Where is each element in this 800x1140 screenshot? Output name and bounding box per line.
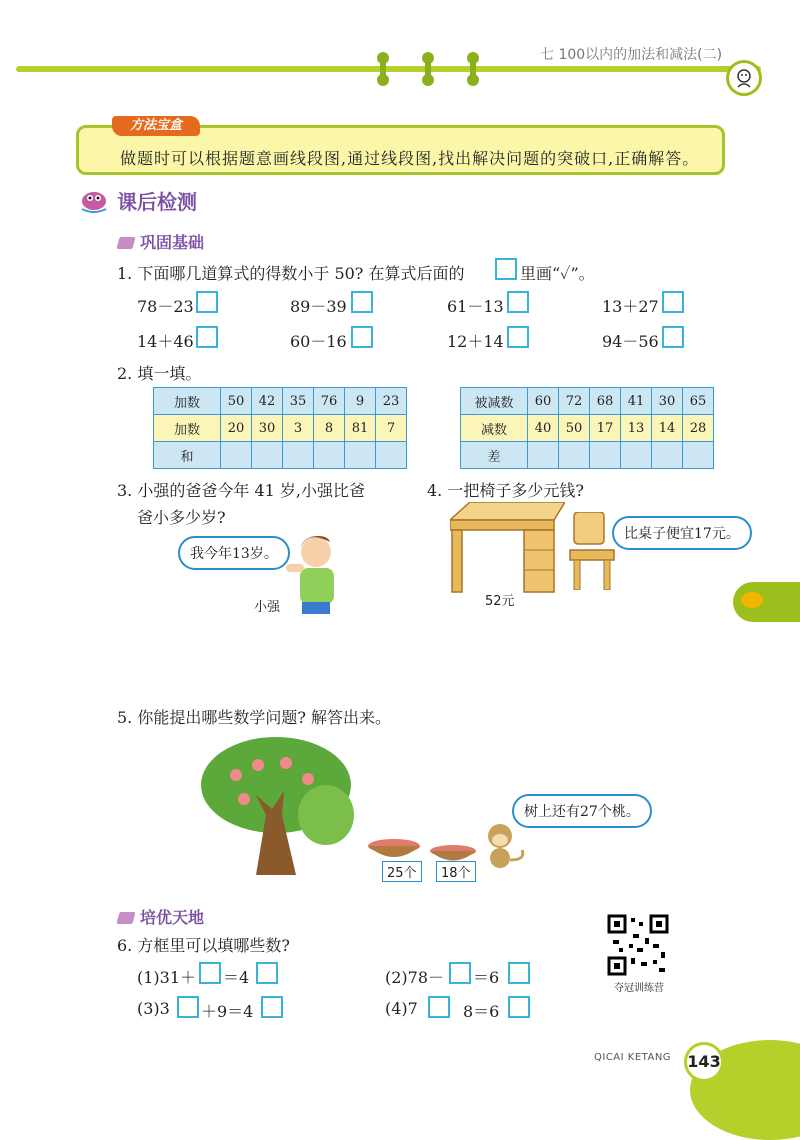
answer-cell[interactable] — [314, 442, 345, 469]
table-cell: 23 — [376, 388, 407, 415]
table-cell: 17 — [590, 415, 621, 442]
table-cell: 81 — [345, 415, 376, 442]
answer-cell[interactable] — [528, 442, 559, 469]
table-cell: 7 — [376, 415, 407, 442]
answer-box[interactable] — [351, 326, 373, 348]
table-cell: 9 — [345, 388, 376, 415]
tips-text: 做题时可以根据题意画线段图,通过线段图,找出解决问题的突破口,正确解答。 — [120, 149, 700, 168]
answer-box[interactable] — [199, 962, 221, 984]
tips-tag: 方法宝盒 — [112, 116, 200, 136]
answer-cell[interactable] — [376, 442, 407, 469]
expression: 12＋14 — [447, 332, 504, 351]
answer-box[interactable] — [428, 996, 450, 1018]
table-cell: 13 — [621, 415, 652, 442]
answer-cell[interactable] — [590, 442, 621, 469]
answer-box[interactable] — [196, 291, 218, 313]
answer-cell[interactable] — [252, 442, 283, 469]
qr-code[interactable] — [607, 914, 669, 980]
table-cell: 72 — [559, 388, 590, 415]
answer-box[interactable] — [495, 258, 517, 280]
expression: 14＋46 — [137, 332, 194, 351]
expression: (4)7 — [385, 999, 418, 1018]
binder-pin — [380, 55, 386, 83]
addition-table — [153, 387, 407, 469]
subsection-title: 巩固基础 — [140, 233, 205, 252]
fish-icon — [741, 592, 763, 608]
binder-pin — [470, 55, 476, 83]
speech-bubble: 我今年13岁。 — [178, 536, 290, 570]
table-cell: 41 — [621, 388, 652, 415]
expression: 60－16 — [290, 332, 347, 351]
basket-count-label: 18个 — [436, 861, 476, 882]
expression: (3)3 — [137, 999, 170, 1018]
question-3-line1: 3. 小强的爸爸今年 41 岁,小强比爸 — [117, 481, 365, 500]
answer-cell[interactable] — [345, 442, 376, 469]
basket-count-label: 25个 — [382, 861, 422, 882]
table-header: 加数 — [154, 388, 221, 415]
expression: ＝6 — [473, 968, 500, 987]
answer-box[interactable] — [507, 326, 529, 348]
book-icon — [116, 912, 135, 924]
answer-box[interactable] — [508, 996, 530, 1018]
answer-box[interactable] — [177, 996, 199, 1018]
expression: 78－23 — [137, 297, 194, 316]
table-header: 被减数 — [461, 388, 528, 415]
answer-box[interactable] — [507, 291, 529, 313]
speech-bubble: 树上还有27个桃。 — [512, 794, 652, 828]
table-cell: 35 — [283, 388, 314, 415]
binder-pin — [425, 55, 431, 83]
expression: 13＋27 — [602, 297, 659, 316]
expression: 8＝6 — [463, 1002, 500, 1021]
answer-box[interactable] — [449, 962, 471, 984]
answer-cell[interactable] — [621, 442, 652, 469]
subtraction-table — [460, 387, 714, 469]
answer-box[interactable] — [662, 326, 684, 348]
table-cell: 28 — [683, 415, 714, 442]
chair-illustration — [568, 512, 618, 594]
desk-price-label: 52元 — [485, 594, 515, 609]
footer-label: QICAI KETANG — [594, 1052, 672, 1063]
table-header: 和 — [154, 442, 221, 469]
page-number: 143 — [684, 1042, 724, 1082]
table-cell: 50 — [221, 388, 252, 415]
expression: 61－13 — [447, 297, 504, 316]
answer-cell[interactable] — [683, 442, 714, 469]
table-cell: 76 — [314, 388, 345, 415]
mascot-icon — [726, 60, 762, 96]
monster-icon — [78, 185, 110, 213]
book-icon — [116, 237, 135, 249]
table-cell: 42 — [252, 388, 283, 415]
answer-cell[interactable] — [283, 442, 314, 469]
section-title: 课后检测 — [117, 190, 197, 214]
answer-box[interactable] — [196, 326, 218, 348]
table-cell: 14 — [652, 415, 683, 442]
header-rule — [16, 66, 761, 72]
answer-box[interactable] — [662, 291, 684, 313]
table-cell: 65 — [683, 388, 714, 415]
table-cell: 68 — [590, 388, 621, 415]
expression: ＋9＝4 — [201, 1002, 254, 1021]
answer-cell[interactable] — [221, 442, 252, 469]
question-3-line2: 爸小多少岁? — [137, 508, 226, 527]
expression: ＝4 — [223, 968, 250, 987]
question-1-text: 1. 下面哪几道算式的得数小于 50? 在算式后面的 — [117, 264, 465, 283]
table-cell: 8 — [314, 415, 345, 442]
table-cell: 40 — [528, 415, 559, 442]
boy-illustration — [278, 528, 348, 620]
answer-box[interactable] — [351, 291, 373, 313]
subsection-title: 培优天地 — [140, 908, 205, 927]
table-header: 差 — [461, 442, 528, 469]
table-cell: 30 — [652, 388, 683, 415]
question-1-text-end: 里画“✓”。 — [520, 264, 595, 283]
answer-box[interactable] — [261, 996, 283, 1018]
table-cell: 60 — [528, 388, 559, 415]
qr-label: 夺冠训练营 — [614, 983, 664, 994]
answer-box[interactable] — [256, 962, 278, 984]
table-header: 加数 — [154, 415, 221, 442]
desk-illustration — [450, 502, 565, 598]
chapter-title: 七 100以内的加法和减法(二) — [540, 47, 723, 63]
table-cell: 20 — [221, 415, 252, 442]
question-2-text: 2. 填一填。 — [117, 364, 202, 383]
table-cell: 30 — [252, 415, 283, 442]
speech-bubble: 比桌子便宜17元。 — [612, 516, 752, 550]
answer-box[interactable] — [508, 962, 530, 984]
table-cell: 50 — [559, 415, 590, 442]
expression: 89－39 — [290, 297, 347, 316]
question-4-text: 4. 一把椅子多少元钱? — [427, 481, 584, 500]
expression: (1)31＋ — [137, 968, 197, 987]
answer-cell[interactable] — [559, 442, 590, 469]
table-header: 减数 — [461, 415, 528, 442]
expression: (2)78－ — [385, 968, 445, 987]
answer-cell[interactable] — [652, 442, 683, 469]
question-6-text: 6. 方框里可以填哪些数? — [117, 936, 290, 955]
boy-name-label: 小强 — [254, 600, 281, 615]
peach-tree-illustration — [196, 735, 356, 879]
table-cell: 3 — [283, 415, 314, 442]
monkey-illustration — [480, 820, 530, 874]
question-5-text: 5. 你能提出哪些数学问题? 解答出来。 — [117, 708, 392, 727]
expression: 94－56 — [602, 332, 659, 351]
